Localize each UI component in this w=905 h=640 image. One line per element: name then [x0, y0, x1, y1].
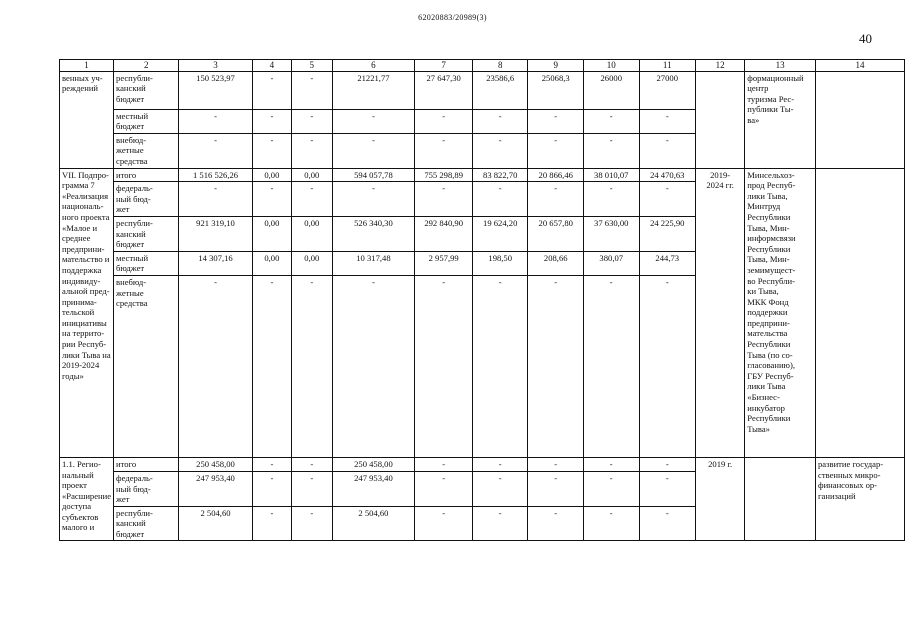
- amount-cell-col-7: -: [415, 471, 473, 506]
- amount-cell-col-8: -: [472, 133, 528, 168]
- amount-cell-col-9: -: [528, 275, 584, 457]
- column-header-14: 14: [816, 60, 905, 72]
- amount-cell-col-9: 20 657,80: [528, 216, 584, 251]
- result-cell: [816, 168, 905, 457]
- amount-cell-col-10: 38 010,07: [583, 168, 639, 182]
- amount-cell-col-4: -: [252, 506, 291, 541]
- amount-cell-col-11: -: [639, 275, 696, 457]
- amount-cell-col-3: 250 458,00: [179, 457, 252, 471]
- amount-cell-col-5: -: [292, 109, 332, 133]
- column-header-6: 6: [332, 60, 415, 72]
- amount-cell-col-9: -: [528, 471, 584, 506]
- column-header-8: 8: [472, 60, 528, 72]
- amount-cell-col-5: 0,00: [292, 216, 332, 251]
- amount-cell-col-8: 19 624,20: [472, 216, 528, 251]
- amount-cell-col-6: 247 953,40: [332, 471, 415, 506]
- amount-cell-col-10: 26000: [583, 71, 639, 109]
- amount-cell-col-8: -: [472, 457, 528, 471]
- amount-cell-col-7: -: [415, 133, 473, 168]
- amount-cell-col-6: 21221,77: [332, 71, 415, 109]
- funding-source-cell: местный бюджет: [114, 109, 179, 133]
- funding-source-cell: итого: [114, 457, 179, 471]
- amount-cell-col-8: 83 822,70: [472, 168, 528, 182]
- amount-cell-col-11: -: [639, 109, 696, 133]
- column-header-11: 11: [639, 60, 696, 72]
- amount-cell-col-8: -: [472, 109, 528, 133]
- amount-cell-col-10: -: [583, 133, 639, 168]
- amount-cell-col-8: -: [472, 506, 528, 541]
- funding-source-cell: республи- канский бюджет: [114, 216, 179, 251]
- column-number-row: [60, 60, 905, 72]
- budget-table: [59, 59, 905, 541]
- amount-cell-col-9: -: [528, 182, 584, 217]
- amount-cell-col-9: 208,66: [528, 251, 584, 275]
- funding-source-cell: внебюд- жетные средства: [114, 275, 179, 457]
- column-header-7: 7: [415, 60, 473, 72]
- amount-cell-col-8: 23586,6: [472, 71, 528, 109]
- amount-cell-col-7: 292 840,90: [415, 216, 473, 251]
- column-header-5: 5: [292, 60, 332, 72]
- funding-source-cell: местный бюджет: [114, 251, 179, 275]
- amount-cell-col-11: 244,73: [639, 251, 696, 275]
- executor-cell: формационный центр туризма Рес- публики Ты- ва»: [745, 71, 816, 168]
- table-row: [60, 71, 905, 109]
- amount-cell-col-5: 0,00: [292, 251, 332, 275]
- amount-cell-col-10: -: [583, 471, 639, 506]
- funding-source-cell: федераль- ный бюд- жет: [114, 182, 179, 217]
- amount-cell-col-3: 2 504,60: [179, 506, 252, 541]
- amount-cell-col-8: 198,50: [472, 251, 528, 275]
- result-cell: [816, 71, 905, 168]
- amount-cell-col-4: -: [252, 71, 291, 109]
- amount-cell-col-5: -: [292, 182, 332, 217]
- amount-cell-col-5: -: [292, 457, 332, 471]
- amount-cell-col-9: 25068,3: [528, 71, 584, 109]
- amount-cell-col-9: 20 866,46: [528, 168, 584, 182]
- page-number: 40: [859, 31, 872, 46]
- amount-cell-col-6: -: [332, 109, 415, 133]
- period-cell: [696, 71, 745, 168]
- executor-cell: Минсельхоз- прод Респуб- лики Тыва, Минтруд Республики Тыва, Мин- информсвязи Республики Тыва, Мин- земимущест- во Республи- ки Тыва, МКК Фонд поддержки предприни- мательства Республики Тыва (по со- гласованию), ГБУ Респуб- лики Тыва «Бизнес- инкубатор Республики Тыва»: [745, 168, 816, 457]
- amount-cell-col-7: -: [415, 506, 473, 541]
- amount-cell-col-10: -: [583, 506, 639, 541]
- amount-cell-col-11: -: [639, 506, 696, 541]
- amount-cell-col-3: 14 307,16: [179, 251, 252, 275]
- amount-cell-col-3: 921 319,10: [179, 216, 252, 251]
- amount-cell-col-10: -: [583, 275, 639, 457]
- column-header-12: 12: [696, 60, 745, 72]
- program-label-cell: VII. Подпро- грамма 7 «Реализация националь- ного проекта «Малое и среднее предприни- мательство и поддержка индивиду- альной пред- принима- тельской инициативы на террито- рии Респуб- лики Тыва на 2019-2024 годы»: [60, 168, 114, 457]
- amount-cell-col-4: 0,00: [252, 216, 291, 251]
- amount-cell-col-5: -: [292, 471, 332, 506]
- column-header-9: 9: [528, 60, 584, 72]
- amount-cell-col-7: 2 957,99: [415, 251, 473, 275]
- amount-cell-col-11: 27000: [639, 71, 696, 109]
- table-row: [60, 457, 905, 471]
- document-id: 62020883/20989(3): [418, 13, 487, 22]
- period-cell: 2019- 2024 гг.: [696, 168, 745, 457]
- amount-cell-col-4: 0,00: [252, 251, 291, 275]
- amount-cell-col-10: -: [583, 182, 639, 217]
- period-cell: 2019 г.: [696, 457, 745, 541]
- amount-cell-col-11: -: [639, 182, 696, 217]
- amount-cell-col-3: -: [179, 133, 252, 168]
- amount-cell-col-3: 150 523,97: [179, 71, 252, 109]
- amount-cell-col-7: 755 298,89: [415, 168, 473, 182]
- amount-cell-col-10: 380,07: [583, 251, 639, 275]
- amount-cell-col-4: -: [252, 109, 291, 133]
- amount-cell-col-5: 0,00: [292, 168, 332, 182]
- amount-cell-col-3: 247 953,40: [179, 471, 252, 506]
- amount-cell-col-6: -: [332, 182, 415, 217]
- amount-cell-col-3: -: [179, 275, 252, 457]
- amount-cell-col-3: -: [179, 109, 252, 133]
- amount-cell-col-10: -: [583, 457, 639, 471]
- funding-source-cell: федераль- ный бюд- жет: [114, 471, 179, 506]
- result-cell: развитие государ- ственных микро- финансовых ор- ганизаций: [816, 457, 905, 541]
- column-header-4: 4: [252, 60, 291, 72]
- column-header-13: 13: [745, 60, 816, 72]
- amount-cell-col-6: 10 317,48: [332, 251, 415, 275]
- funding-source-cell: внебюд- жетные средства: [114, 133, 179, 168]
- funding-source-cell: республи- канский бюджет: [114, 506, 179, 541]
- amount-cell-col-9: -: [528, 133, 584, 168]
- amount-cell-col-7: -: [415, 109, 473, 133]
- funding-source-cell: итого: [114, 168, 179, 182]
- amount-cell-col-5: -: [292, 506, 332, 541]
- program-label-cell: 1.1. Регио- нальный проект «Расширение доступа субъектов малого и: [60, 457, 114, 541]
- column-header-10: 10: [583, 60, 639, 72]
- amount-cell-col-8: -: [472, 182, 528, 217]
- amount-cell-col-11: -: [639, 133, 696, 168]
- amount-cell-col-7: -: [415, 457, 473, 471]
- amount-cell-col-4: 0,00: [252, 168, 291, 182]
- amount-cell-col-8: -: [472, 471, 528, 506]
- amount-cell-col-11: -: [639, 471, 696, 506]
- amount-cell-col-4: -: [252, 471, 291, 506]
- amount-cell-col-11: -: [639, 457, 696, 471]
- amount-cell-col-8: -: [472, 275, 528, 457]
- amount-cell-col-5: -: [292, 71, 332, 109]
- column-header-2: 2: [114, 60, 179, 72]
- amount-cell-col-4: -: [252, 182, 291, 217]
- funding-source-cell: республи- канский бюджет: [114, 71, 179, 109]
- amount-cell-col-6: -: [332, 133, 415, 168]
- amount-cell-col-10: 37 630,00: [583, 216, 639, 251]
- amount-cell-col-9: -: [528, 109, 584, 133]
- amount-cell-col-6: 594 057,78: [332, 168, 415, 182]
- amount-cell-col-4: -: [252, 275, 291, 457]
- amount-cell-col-6: 2 504,60: [332, 506, 415, 541]
- amount-cell-col-3: 1 516 526,26: [179, 168, 252, 182]
- amount-cell-col-9: -: [528, 506, 584, 541]
- amount-cell-col-7: -: [415, 182, 473, 217]
- amount-cell-col-10: -: [583, 109, 639, 133]
- amount-cell-col-11: 24 470,63: [639, 168, 696, 182]
- amount-cell-col-4: -: [252, 457, 291, 471]
- table-row: [60, 168, 905, 182]
- amount-cell-col-7: -: [415, 275, 473, 457]
- amount-cell-col-9: -: [528, 457, 584, 471]
- amount-cell-col-5: -: [292, 275, 332, 457]
- amount-cell-col-11: 24 225,90: [639, 216, 696, 251]
- amount-cell-col-6: -: [332, 275, 415, 457]
- program-label-cell: венных уч- реждений: [60, 71, 114, 168]
- amount-cell-col-5: -: [292, 133, 332, 168]
- executor-cell: [745, 457, 816, 541]
- column-header-1: 1: [60, 60, 114, 72]
- column-header-3: 3: [179, 60, 252, 72]
- amount-cell-col-7: 27 647,30: [415, 71, 473, 109]
- amount-cell-col-3: -: [179, 182, 252, 217]
- amount-cell-col-4: -: [252, 133, 291, 168]
- amount-cell-col-6: 250 458,00: [332, 457, 415, 471]
- amount-cell-col-6: 526 340,30: [332, 216, 415, 251]
